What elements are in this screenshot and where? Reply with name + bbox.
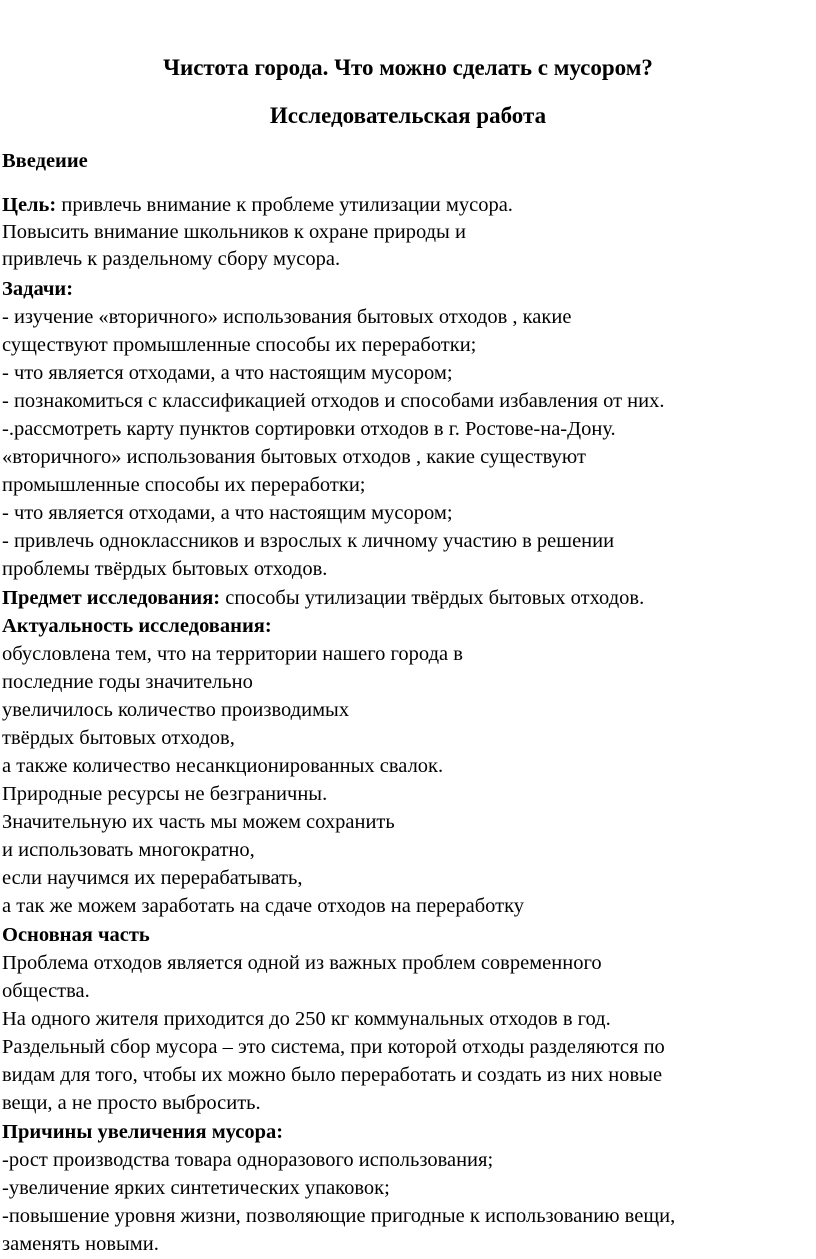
relevance-line: если научимся их перерабатывать, — [2, 867, 303, 889]
relevance-line: а также количество несанкционированных свалок. — [2, 755, 444, 777]
goal-line — [2, 192, 513, 219]
subject-label: Предмет исследования: — [2, 587, 221, 609]
task-line: существуют промышленные способы их переработки; — [2, 334, 477, 356]
main-part-line: видам для того, чтобы их можно было переработать и создать из них новые — [2, 1064, 663, 1086]
task-line: - привлечь одноклассников и взрослых к личному участию в решении — [2, 530, 615, 552]
document-title: Чистота города. Что можно сделать с мусором? — [163, 55, 653, 80]
document-subtitle: Исследовательская работа — [269, 103, 547, 128]
goal-line-2: Повысить внимание школьников к охране природы и — [2, 221, 466, 243]
main-part-line: общества. — [2, 980, 90, 1002]
relevance-line: Значительную их часть мы можем сохранить — [2, 811, 395, 833]
relevance-line: увеличилось количество производимых — [2, 699, 350, 721]
task-line: -.рассмотреть карту пунктов сортировки отходов в г. Ростове-на-Дону. — [2, 418, 616, 440]
relevance-line: а так же можем заработать на сдаче отходов на переработку — [2, 895, 525, 917]
relevance-heading: Актуальность исследования: — [2, 615, 272, 637]
goal-label: Цель: — [2, 194, 57, 216]
intro-heading: Введеиие — [2, 150, 88, 172]
subject-line — [2, 585, 644, 612]
goal-text: привлечь внимание к проблеме утилизации мусора. — [56, 194, 513, 216]
cause-line: заменять новыми. — [2, 1233, 159, 1255]
task-line: «вторичного» использования бытовых отходов , какие существуют — [2, 446, 586, 468]
cause-line: -рост производства товара одноразового использования; — [2, 1149, 494, 1171]
task-line: - изучение «вторичного» использования бытовых отходов , какие — [2, 306, 572, 328]
task-line: - что является отходами, а что настоящим мусором; — [2, 502, 453, 524]
relevance-line: и использовать многократно, — [2, 839, 255, 861]
main-part-line: Проблема отходов является одной из важных проблем современного — [2, 952, 602, 974]
cause-line: -повышение уровня жизни, позволяющие пригодные к использованию вещи, — [2, 1205, 676, 1227]
main-part-heading: Основная часть — [2, 924, 150, 946]
task-line: - что является отходами, а что настоящим мусором; — [2, 362, 453, 384]
tasks-heading: Задачи: — [2, 278, 74, 300]
task-line: промышленные способы их переработки; — [2, 474, 366, 496]
task-line: проблемы твёрдых бытовых отходов. — [2, 558, 328, 580]
causes-heading: Причины увеличения мусора: — [2, 1121, 284, 1143]
relevance-line: Природные ресурсы не безграничны. — [2, 783, 328, 805]
relevance-line: последние годы значительно — [2, 671, 253, 693]
main-part-line: На одного жителя приходится до 250 кг коммунальных отходов в год. — [2, 1008, 611, 1030]
subject-text: способы утилизации твёрдых бытовых отходов. — [220, 587, 645, 609]
relevance-line: обусловлена тем, что на территории нашего города в — [2, 643, 463, 665]
main-part-line: Раздельный сбор мусора – это система, при которой отходы разделяются по — [2, 1036, 665, 1058]
relevance-line: твёрдых бытовых отходов, — [2, 727, 235, 749]
cause-line: -увеличение ярких синтетических упаковок; — [2, 1177, 390, 1199]
task-line: - познакомиться с классификацией отходов и способами избавления от них. — [2, 390, 665, 412]
main-part-line: вещи, а не просто выбросить. — [2, 1092, 261, 1114]
goal-line-3: привлечь к раздельному сбору мусора. — [2, 248, 341, 270]
